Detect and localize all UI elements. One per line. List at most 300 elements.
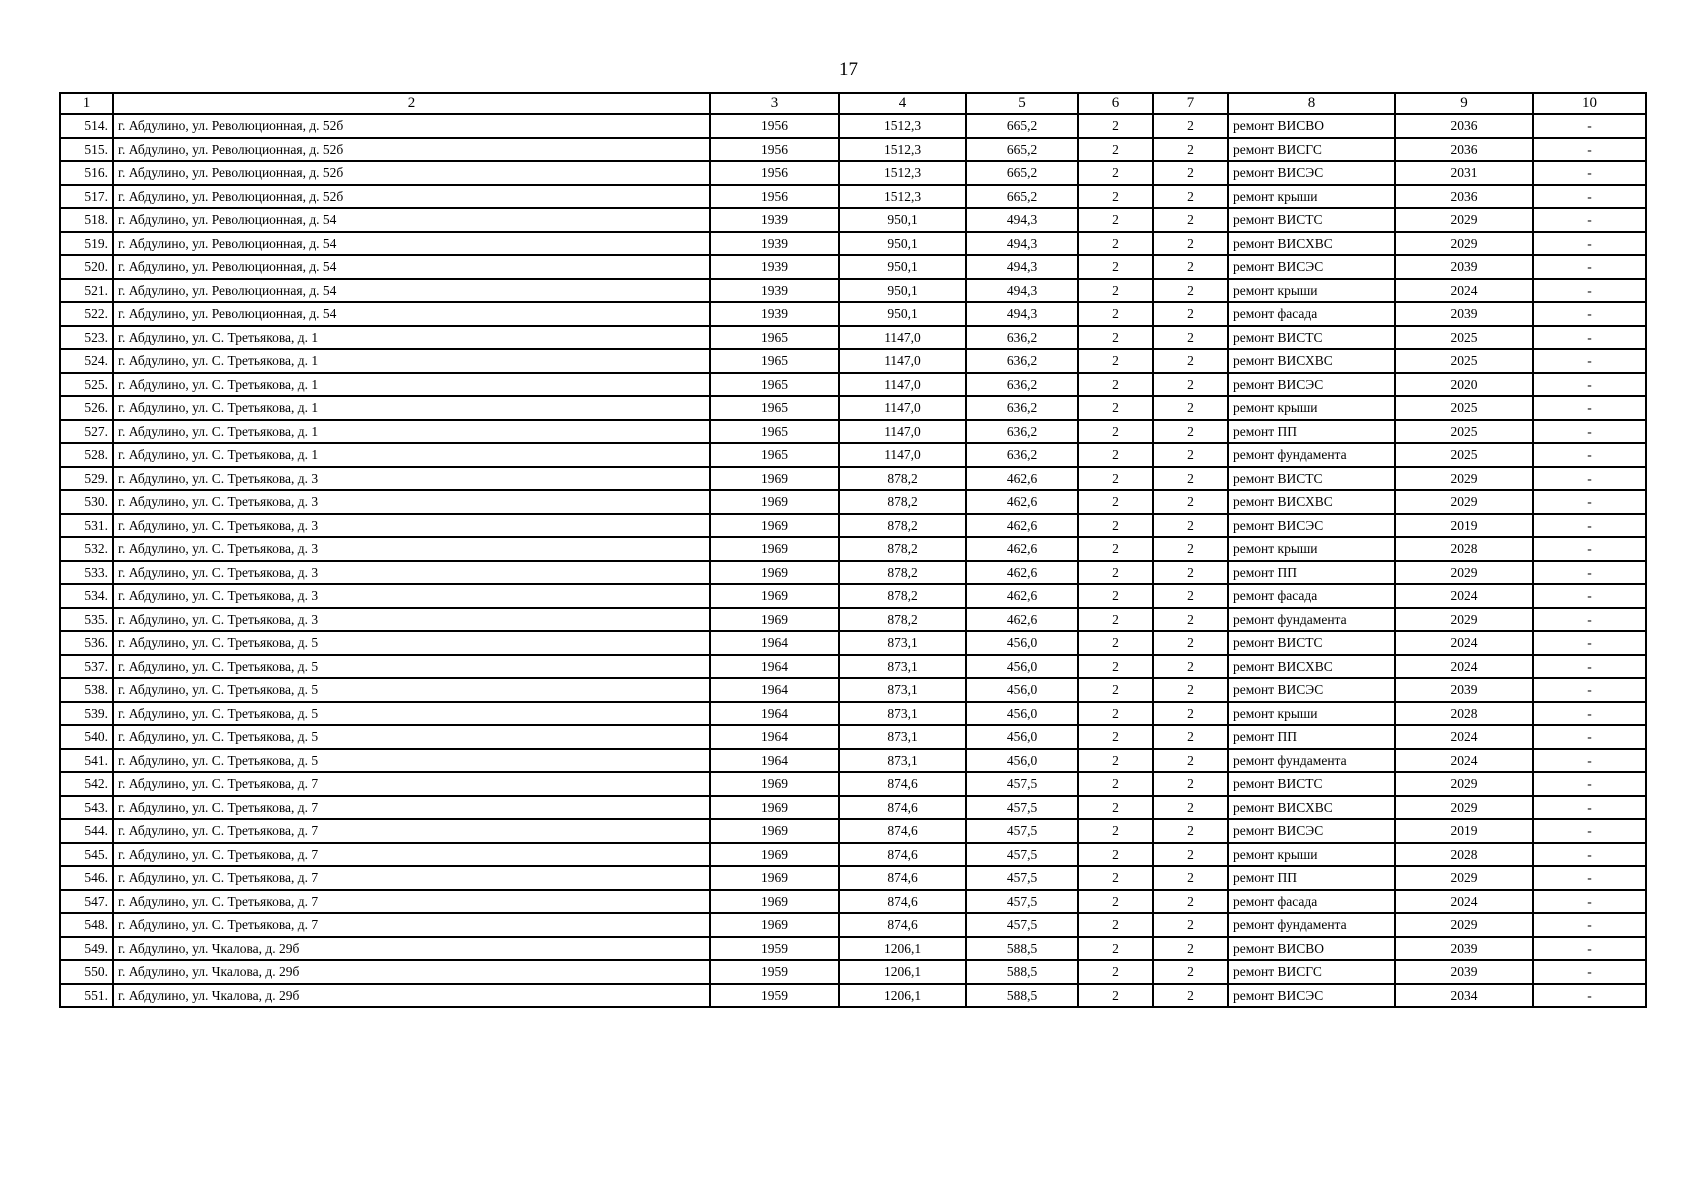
page-number: 17 [839, 59, 858, 80]
cell-living-area: 588,5 [966, 937, 1078, 961]
table-row [60, 208, 1646, 232]
cell-year-built: 1964 [710, 678, 839, 702]
cell-entrances: 2 [1153, 373, 1228, 397]
cell-total-area: 1512,3 [839, 161, 966, 185]
cell-row-number: 520. [60, 255, 113, 279]
cell-floors: 2 [1078, 937, 1153, 961]
table-row [60, 396, 1646, 420]
cell-repair-type: ремонт ПП [1228, 866, 1395, 890]
table-row [60, 702, 1646, 726]
cell-repair-type: ремонт ВИСТС [1228, 631, 1395, 655]
cell-entrances: 2 [1153, 819, 1228, 843]
cell-address: г. Абдулино, ул. Революционная, д. 54 [113, 232, 710, 256]
cell-repair-type: ремонт крыши [1228, 537, 1395, 561]
column-header-9: 9 [1395, 93, 1533, 114]
cell-note: - [1533, 349, 1646, 373]
cell-year-built: 1965 [710, 349, 839, 373]
cell-year-built: 1969 [710, 561, 839, 585]
cell-entrances: 2 [1153, 725, 1228, 749]
cell-total-area: 950,1 [839, 279, 966, 303]
cell-repair-type: ремонт фасада [1228, 584, 1395, 608]
table-row [60, 960, 1646, 984]
cell-note: - [1533, 866, 1646, 890]
cell-row-number: 537. [60, 655, 113, 679]
cell-total-area: 1147,0 [839, 326, 966, 350]
cell-repair-type: ремонт ПП [1228, 725, 1395, 749]
cell-address: г. Абдулино, ул. С. Третьякова, д. 5 [113, 702, 710, 726]
cell-repair-type: ремонт ВИСХВС [1228, 349, 1395, 373]
cell-floors: 2 [1078, 843, 1153, 867]
column-header-1: 1 [60, 93, 113, 114]
cell-repair-year: 2029 [1395, 772, 1533, 796]
cell-row-number: 525. [60, 373, 113, 397]
table-row [60, 349, 1646, 373]
cell-repair-year: 2024 [1395, 749, 1533, 773]
cell-row-number: 539. [60, 702, 113, 726]
cell-note: - [1533, 655, 1646, 679]
cell-repair-year: 2036 [1395, 185, 1533, 209]
cell-floors: 2 [1078, 537, 1153, 561]
cell-entrances: 2 [1153, 584, 1228, 608]
cell-repair-year: 2036 [1395, 114, 1533, 138]
cell-living-area: 456,0 [966, 702, 1078, 726]
cell-total-area: 1206,1 [839, 960, 966, 984]
cell-entrances: 2 [1153, 302, 1228, 326]
cell-total-area: 1206,1 [839, 984, 966, 1008]
cell-floors: 2 [1078, 608, 1153, 632]
cell-year-built: 1956 [710, 138, 839, 162]
cell-repair-type: ремонт крыши [1228, 702, 1395, 726]
cell-address: г. Абдулино, ул. С. Третьякова, д. 1 [113, 349, 710, 373]
cell-total-area: 873,1 [839, 702, 966, 726]
cell-note: - [1533, 913, 1646, 937]
cell-year-built: 1969 [710, 796, 839, 820]
column-header-3: 3 [710, 93, 839, 114]
cell-note: - [1533, 584, 1646, 608]
table-row [60, 819, 1646, 843]
cell-address: г. Абдулино, ул. С. Третьякова, д. 7 [113, 819, 710, 843]
cell-address: г. Абдулино, ул. С. Третьякова, д. 5 [113, 655, 710, 679]
cell-note: - [1533, 725, 1646, 749]
cell-entrances: 2 [1153, 749, 1228, 773]
cell-row-number: 527. [60, 420, 113, 444]
cell-living-area: 636,2 [966, 349, 1078, 373]
cell-repair-year: 2029 [1395, 796, 1533, 820]
cell-year-built: 1939 [710, 279, 839, 303]
cell-floors: 2 [1078, 138, 1153, 162]
cell-row-number: 547. [60, 890, 113, 914]
cell-repair-type: ремонт фундамента [1228, 443, 1395, 467]
cell-year-built: 1965 [710, 420, 839, 444]
cell-living-area: 457,5 [966, 772, 1078, 796]
cell-row-number: 542. [60, 772, 113, 796]
cell-floors: 2 [1078, 420, 1153, 444]
cell-living-area: 457,5 [966, 890, 1078, 914]
cell-address: г. Абдулино, ул. С. Третьякова, д. 3 [113, 467, 710, 491]
cell-address: г. Абдулино, ул. С. Третьякова, д. 1 [113, 326, 710, 350]
cell-floors: 2 [1078, 302, 1153, 326]
cell-address: г. Абдулино, ул. Революционная, д. 54 [113, 208, 710, 232]
cell-note: - [1533, 608, 1646, 632]
cell-total-area: 873,1 [839, 749, 966, 773]
cell-repair-year: 2039 [1395, 302, 1533, 326]
cell-year-built: 1969 [710, 514, 839, 538]
cell-row-number: 546. [60, 866, 113, 890]
cell-repair-year: 2036 [1395, 138, 1533, 162]
cell-address: г. Абдулино, ул. Чкалова, д. 29б [113, 984, 710, 1008]
cell-total-area: 1512,3 [839, 138, 966, 162]
cell-year-built: 1956 [710, 185, 839, 209]
table-row [60, 537, 1646, 561]
cell-repair-type: ремонт ВИСЭС [1228, 161, 1395, 185]
cell-floors: 2 [1078, 114, 1153, 138]
cell-floors: 2 [1078, 960, 1153, 984]
cell-year-built: 1964 [710, 725, 839, 749]
cell-address: г. Абдулино, ул. Чкалова, д. 29б [113, 937, 710, 961]
table-row [60, 678, 1646, 702]
cell-address: г. Абдулино, ул. Революционная, д. 54 [113, 302, 710, 326]
cell-year-built: 1964 [710, 655, 839, 679]
cell-living-area: 494,3 [966, 279, 1078, 303]
cell-note: - [1533, 984, 1646, 1008]
cell-entrances: 2 [1153, 232, 1228, 256]
cell-year-built: 1969 [710, 913, 839, 937]
cell-repair-year: 2029 [1395, 608, 1533, 632]
cell-floors: 2 [1078, 373, 1153, 397]
cell-repair-type: ремонт ВИСЭС [1228, 984, 1395, 1008]
table-row [60, 655, 1646, 679]
cell-year-built: 1964 [710, 631, 839, 655]
cell-floors: 2 [1078, 279, 1153, 303]
cell-total-area: 1147,0 [839, 396, 966, 420]
cell-living-area: 494,3 [966, 232, 1078, 256]
table-row [60, 984, 1646, 1008]
cell-repair-year: 2024 [1395, 279, 1533, 303]
cell-entrances: 2 [1153, 349, 1228, 373]
cell-entrances: 2 [1153, 537, 1228, 561]
cell-row-number: 548. [60, 913, 113, 937]
cell-living-area: 456,0 [966, 655, 1078, 679]
cell-note: - [1533, 373, 1646, 397]
cell-floors: 2 [1078, 396, 1153, 420]
table-row [60, 631, 1646, 655]
table-row [60, 796, 1646, 820]
cell-entrances: 2 [1153, 443, 1228, 467]
cell-floors: 2 [1078, 208, 1153, 232]
table-row [60, 584, 1646, 608]
cell-repair-year: 2029 [1395, 232, 1533, 256]
column-header-5: 5 [966, 93, 1078, 114]
cell-repair-type: ремонт ВИСХВС [1228, 796, 1395, 820]
cell-note: - [1533, 537, 1646, 561]
cell-total-area: 878,2 [839, 467, 966, 491]
table-row [60, 608, 1646, 632]
cell-entrances: 2 [1153, 772, 1228, 796]
cell-repair-type: ремонт ВИСХВС [1228, 232, 1395, 256]
cell-repair-type: ремонт фасада [1228, 302, 1395, 326]
cell-total-area: 1147,0 [839, 420, 966, 444]
table-row [60, 420, 1646, 444]
cell-repair-year: 2025 [1395, 326, 1533, 350]
cell-address: г. Абдулино, ул. С. Третьякова, д. 5 [113, 749, 710, 773]
table-row [60, 114, 1646, 138]
cell-living-area: 665,2 [966, 138, 1078, 162]
cell-repair-type: ремонт ВИСВО [1228, 114, 1395, 138]
cell-total-area: 1512,3 [839, 114, 966, 138]
cell-entrances: 2 [1153, 631, 1228, 655]
cell-year-built: 1965 [710, 396, 839, 420]
cell-address: г. Абдулино, ул. С. Третьякова, д. 1 [113, 420, 710, 444]
cell-repair-type: ремонт ВИСТС [1228, 326, 1395, 350]
column-header-4: 4 [839, 93, 966, 114]
cell-total-area: 874,6 [839, 866, 966, 890]
cell-row-number: 516. [60, 161, 113, 185]
cell-living-area: 588,5 [966, 984, 1078, 1008]
cell-note: - [1533, 420, 1646, 444]
cell-living-area: 462,6 [966, 584, 1078, 608]
cell-floors: 2 [1078, 866, 1153, 890]
table-row [60, 255, 1646, 279]
cell-note: - [1533, 819, 1646, 843]
cell-repair-year: 2029 [1395, 490, 1533, 514]
cell-row-number: 529. [60, 467, 113, 491]
cell-repair-type: ремонт крыши [1228, 185, 1395, 209]
cell-year-built: 1965 [710, 443, 839, 467]
cell-living-area: 636,2 [966, 443, 1078, 467]
cell-floors: 2 [1078, 819, 1153, 843]
cell-total-area: 874,6 [839, 819, 966, 843]
cell-year-built: 1939 [710, 255, 839, 279]
cell-repair-type: ремонт ВИСХВС [1228, 490, 1395, 514]
cell-total-area: 878,2 [839, 490, 966, 514]
cell-year-built: 1956 [710, 161, 839, 185]
cell-row-number: 545. [60, 843, 113, 867]
cell-floors: 2 [1078, 232, 1153, 256]
cell-living-area: 456,0 [966, 749, 1078, 773]
cell-year-built: 1959 [710, 984, 839, 1008]
cell-address: г. Абдулино, ул. С. Третьякова, д. 3 [113, 608, 710, 632]
cell-address: г. Абдулино, ул. С. Третьякова, д. 1 [113, 373, 710, 397]
cell-total-area: 950,1 [839, 302, 966, 326]
cell-year-built: 1959 [710, 937, 839, 961]
cell-row-number: 533. [60, 561, 113, 585]
table-row [60, 561, 1646, 585]
table-body [60, 114, 1646, 1007]
column-header-8: 8 [1228, 93, 1395, 114]
cell-row-number: 551. [60, 984, 113, 1008]
cell-living-area: 462,6 [966, 537, 1078, 561]
cell-repair-year: 2029 [1395, 208, 1533, 232]
cell-entrances: 2 [1153, 678, 1228, 702]
cell-note: - [1533, 796, 1646, 820]
cell-row-number: 535. [60, 608, 113, 632]
cell-repair-year: 2028 [1395, 537, 1533, 561]
cell-entrances: 2 [1153, 866, 1228, 890]
cell-repair-type: ремонт ВИСХВС [1228, 655, 1395, 679]
cell-row-number: 550. [60, 960, 113, 984]
cell-year-built: 1956 [710, 114, 839, 138]
table-row [60, 467, 1646, 491]
cell-row-number: 523. [60, 326, 113, 350]
cell-address: г. Абдулино, ул. Революционная, д. 52б [113, 161, 710, 185]
cell-address: г. Абдулино, ул. С. Третьякова, д. 1 [113, 396, 710, 420]
cell-repair-type: ремонт ВИСВО [1228, 937, 1395, 961]
column-header-2: 2 [113, 93, 710, 114]
cell-repair-type: ремонт ВИСТС [1228, 467, 1395, 491]
cell-total-area: 950,1 [839, 208, 966, 232]
cell-repair-year: 2019 [1395, 514, 1533, 538]
cell-total-area: 878,2 [839, 514, 966, 538]
cell-repair-year: 2031 [1395, 161, 1533, 185]
table-row [60, 843, 1646, 867]
cell-row-number: 524. [60, 349, 113, 373]
column-header-6: 6 [1078, 93, 1153, 114]
cell-floors: 2 [1078, 631, 1153, 655]
cell-living-area: 462,6 [966, 490, 1078, 514]
cell-repair-type: ремонт ВИСТС [1228, 208, 1395, 232]
cell-repair-year: 2024 [1395, 890, 1533, 914]
cell-address: г. Абдулино, ул. С. Третьякова, д. 3 [113, 514, 710, 538]
cell-note: - [1533, 772, 1646, 796]
cell-entrances: 2 [1153, 561, 1228, 585]
cell-row-number: 544. [60, 819, 113, 843]
cell-repair-year: 2019 [1395, 819, 1533, 843]
cell-total-area: 878,2 [839, 561, 966, 585]
cell-note: - [1533, 514, 1646, 538]
cell-living-area: 457,5 [966, 796, 1078, 820]
cell-row-number: 518. [60, 208, 113, 232]
cell-floors: 2 [1078, 326, 1153, 350]
table-row [60, 890, 1646, 914]
cell-repair-year: 2024 [1395, 631, 1533, 655]
cell-address: г. Абдулино, ул. С. Третьякова, д. 7 [113, 866, 710, 890]
cell-address: г. Абдулино, ул. С. Третьякова, д. 3 [113, 561, 710, 585]
cell-living-area: 636,2 [966, 326, 1078, 350]
cell-entrances: 2 [1153, 185, 1228, 209]
cell-total-area: 1206,1 [839, 937, 966, 961]
cell-living-area: 636,2 [966, 396, 1078, 420]
cell-floors: 2 [1078, 913, 1153, 937]
table-row [60, 232, 1646, 256]
cell-note: - [1533, 960, 1646, 984]
cell-repair-year: 2025 [1395, 349, 1533, 373]
cell-repair-type: ремонт ВИСЭС [1228, 819, 1395, 843]
cell-floors: 2 [1078, 255, 1153, 279]
cell-total-area: 1147,0 [839, 443, 966, 467]
cell-note: - [1533, 138, 1646, 162]
cell-floors: 2 [1078, 349, 1153, 373]
table-row [60, 725, 1646, 749]
cell-address: г. Абдулино, ул. Революционная, д. 54 [113, 279, 710, 303]
cell-row-number: 543. [60, 796, 113, 820]
cell-address: г. Абдулино, ул. С. Третьякова, д. 7 [113, 890, 710, 914]
cell-row-number: 522. [60, 302, 113, 326]
cell-note: - [1533, 937, 1646, 961]
cell-total-area: 1147,0 [839, 349, 966, 373]
cell-note: - [1533, 749, 1646, 773]
cell-repair-type: ремонт крыши [1228, 279, 1395, 303]
cell-repair-type: ремонт крыши [1228, 843, 1395, 867]
cell-repair-year: 2028 [1395, 702, 1533, 726]
cell-total-area: 873,1 [839, 631, 966, 655]
cell-entrances: 2 [1153, 208, 1228, 232]
cell-row-number: 514. [60, 114, 113, 138]
cell-address: г. Абдулино, ул. С. Третьякова, д. 7 [113, 843, 710, 867]
cell-year-built: 1964 [710, 702, 839, 726]
cell-address: г. Абдулино, ул. С. Третьякова, д. 5 [113, 725, 710, 749]
cell-living-area: 494,3 [966, 208, 1078, 232]
cell-living-area: 457,5 [966, 913, 1078, 937]
cell-entrances: 2 [1153, 255, 1228, 279]
cell-row-number: 531. [60, 514, 113, 538]
cell-address: г. Абдулино, ул. Чкалова, д. 29б [113, 960, 710, 984]
cell-year-built: 1969 [710, 584, 839, 608]
cell-living-area: 462,6 [966, 561, 1078, 585]
cell-floors: 2 [1078, 561, 1153, 585]
cell-note: - [1533, 302, 1646, 326]
cell-floors: 2 [1078, 655, 1153, 679]
cell-address: г. Абдулино, ул. Революционная, д. 52б [113, 185, 710, 209]
cell-living-area: 665,2 [966, 185, 1078, 209]
cell-note: - [1533, 843, 1646, 867]
cell-floors: 2 [1078, 749, 1153, 773]
cell-entrances: 2 [1153, 161, 1228, 185]
cell-address: г. Абдулино, ул. С. Третьякова, д. 3 [113, 537, 710, 561]
cell-entrances: 2 [1153, 937, 1228, 961]
cell-repair-type: ремонт ВИСЭС [1228, 373, 1395, 397]
cell-living-area: 636,2 [966, 373, 1078, 397]
cell-row-number: 517. [60, 185, 113, 209]
cell-repair-year: 2024 [1395, 725, 1533, 749]
cell-year-built: 1965 [710, 373, 839, 397]
cell-living-area: 456,0 [966, 631, 1078, 655]
cell-total-area: 878,2 [839, 584, 966, 608]
cell-floors: 2 [1078, 584, 1153, 608]
cell-year-built: 1965 [710, 326, 839, 350]
cell-address: г. Абдулино, ул. С. Третьякова, д. 7 [113, 796, 710, 820]
cell-row-number: 541. [60, 749, 113, 773]
cell-repair-type: ремонт ВИСГС [1228, 960, 1395, 984]
cell-repair-type: ремонт фундамента [1228, 749, 1395, 773]
cell-note: - [1533, 185, 1646, 209]
cell-living-area: 456,0 [966, 725, 1078, 749]
table-row [60, 913, 1646, 937]
cell-floors: 2 [1078, 984, 1153, 1008]
table-row [60, 326, 1646, 350]
cell-repair-year: 2029 [1395, 561, 1533, 585]
cell-year-built: 1969 [710, 866, 839, 890]
cell-year-built: 1969 [710, 819, 839, 843]
cell-address: г. Абдулино, ул. Революционная, д. 54 [113, 255, 710, 279]
cell-year-built: 1939 [710, 208, 839, 232]
cell-entrances: 2 [1153, 279, 1228, 303]
table-row [60, 443, 1646, 467]
cell-note: - [1533, 232, 1646, 256]
cell-floors: 2 [1078, 725, 1153, 749]
cell-repair-year: 2039 [1395, 678, 1533, 702]
cell-floors: 2 [1078, 772, 1153, 796]
cell-entrances: 2 [1153, 608, 1228, 632]
cell-repair-type: ремонт ВИСГС [1228, 138, 1395, 162]
cell-row-number: 532. [60, 537, 113, 561]
cell-row-number: 540. [60, 725, 113, 749]
cell-note: - [1533, 561, 1646, 585]
cell-total-area: 950,1 [839, 232, 966, 256]
cell-living-area: 462,6 [966, 467, 1078, 491]
cell-address: г. Абдулино, ул. С. Третьякова, д. 7 [113, 913, 710, 937]
table-row [60, 185, 1646, 209]
cell-living-area: 588,5 [966, 960, 1078, 984]
